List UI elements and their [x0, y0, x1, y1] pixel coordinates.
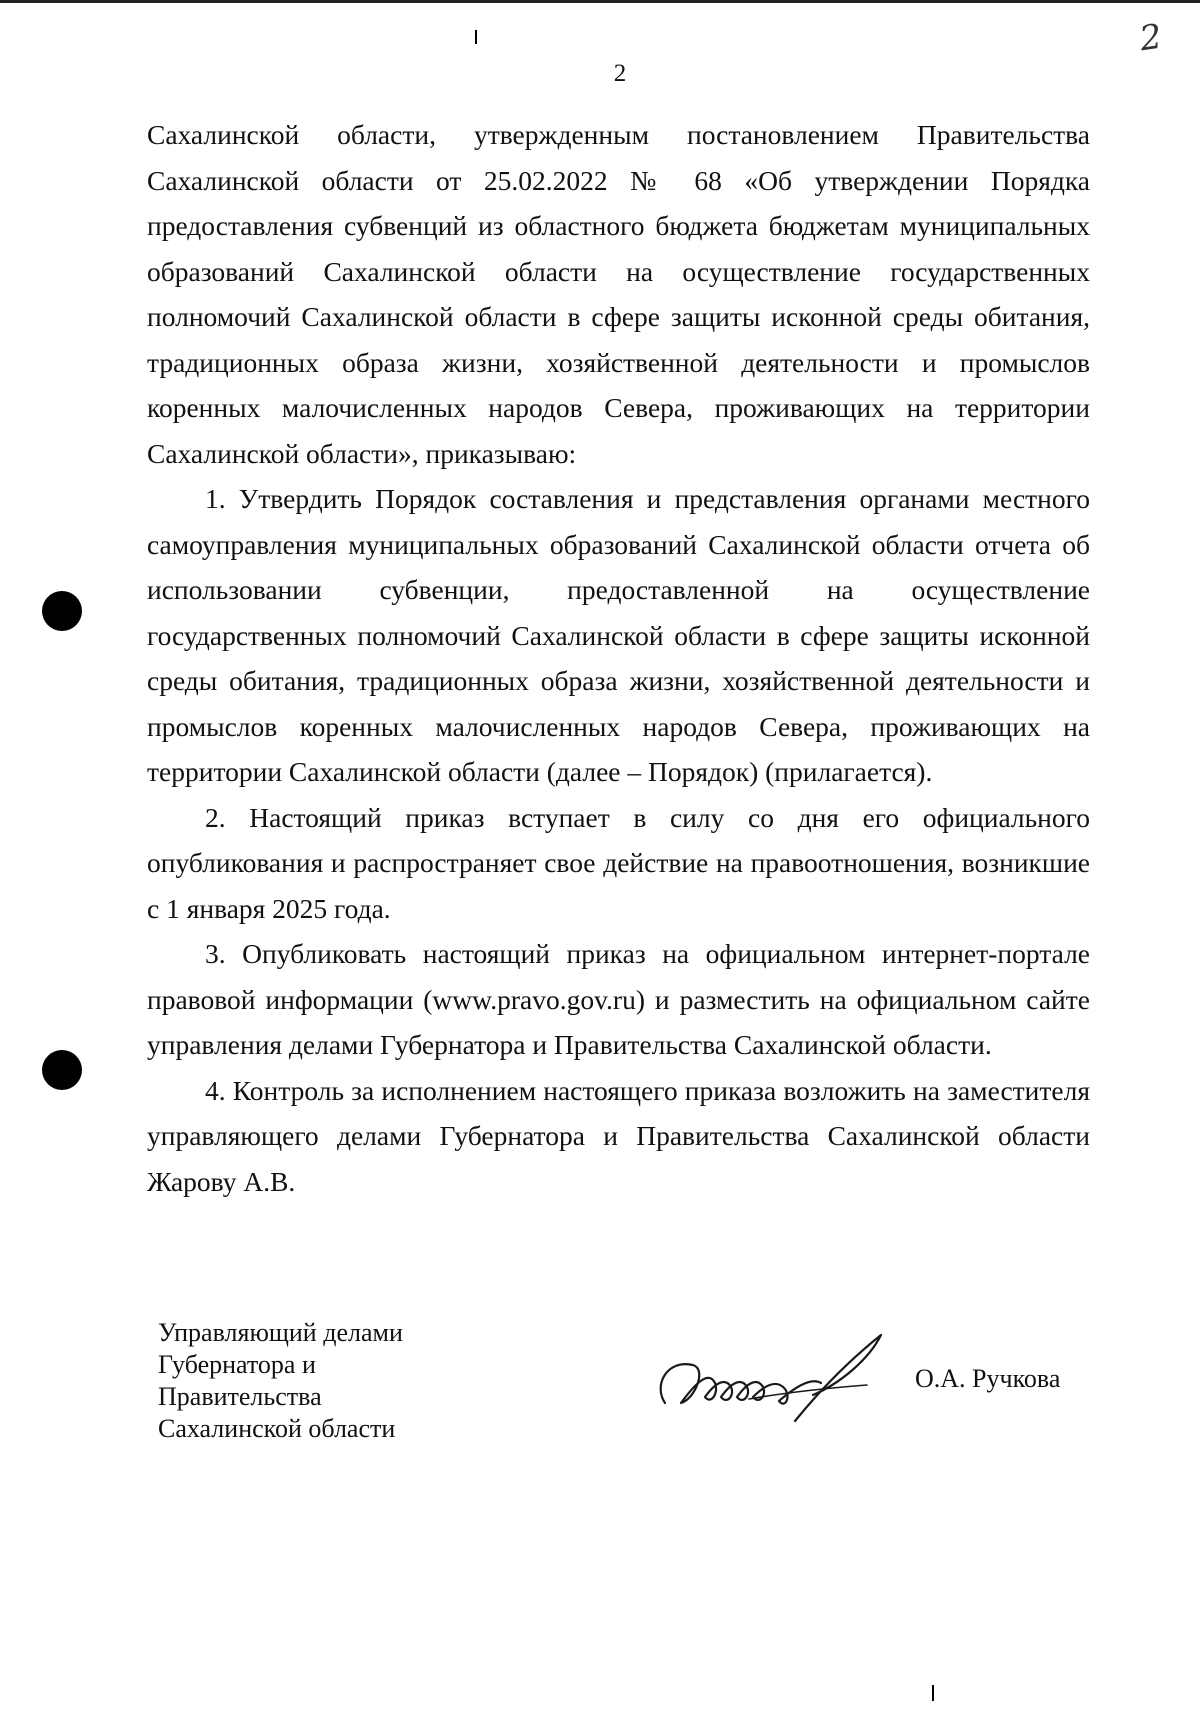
binder-hole-bottom — [42, 1050, 82, 1090]
position-line: Правительства — [158, 1382, 322, 1411]
item-3-paragraph: 3. Опубликовать настоящий приказ на официальном интернет-портале правовой информации (www.pravo.gov.ru) и разместить на официальном сайте управления делами Губернатора и Правительства Сахалинской области. — [147, 938, 1090, 1060]
item-2-paragraph: 2. Настоящий приказ вступает в силу со дня его официального опубликования и распространяет свое действие на правоотношения, возникшие с 1 января 2025 года. — [147, 801, 1090, 924]
handwritten-signature — [645, 1325, 900, 1435]
document-body — [147, 112, 1090, 1204]
item-4-paragraph: 4. Контроль за исполнением настоящего приказа возложить на заместителя управляющего делами Губернатора и Правительства Сахалинской области Жарову А.В. — [147, 1074, 1090, 1197]
page-number: 2 — [613, 60, 627, 87]
scan-artifact — [932, 1685, 934, 1701]
position-line: Управляющий делами — [158, 1318, 403, 1347]
binder-hole-top — [42, 591, 82, 631]
position-line: Сахалинской области — [158, 1414, 396, 1443]
intro-paragraph: Сахалинской области, утвержденным постановлением Правительства Сахалинской области от 25.02.2022 № 68 «Об утверждении Порядка предоставления субвенций из областного бюджета бюджетам муниципальных образований Сахалинской области на осуществление государственных полномочий Сахалинской области в сфере защиты исконной среды обитания, традиционных образа жизни, хозяйственной деятельности и промыслов коренных малочисленных народов Севера, проживающих на территории Сахалинской области», приказываю: — [147, 119, 1090, 469]
item-1-paragraph: 1. Утвердить Порядок составления и представления органами местного самоуправления муниципальных образований Сахалинской области отчета об использовании субвенции, предоставленной на осуществление государственных полномочий Сахалинской области в сфере защиты исконной среды обитания, традиционных образа жизни, хозяйственной деятельности и промыслов коренных малочисленных народов Севера, проживающих на территории Сахалинской области (далее – Порядок) (прилагается). — [147, 483, 1090, 787]
scan-top-edge — [0, 0, 1200, 3]
signer-name: О.А. Ручкова — [915, 1364, 1061, 1393]
scan-artifact — [475, 30, 477, 44]
position-line: Губернатора и — [158, 1350, 316, 1379]
handwritten-page-mark: 2 — [1137, 16, 1165, 60]
signatory-position — [158, 1317, 403, 1445]
